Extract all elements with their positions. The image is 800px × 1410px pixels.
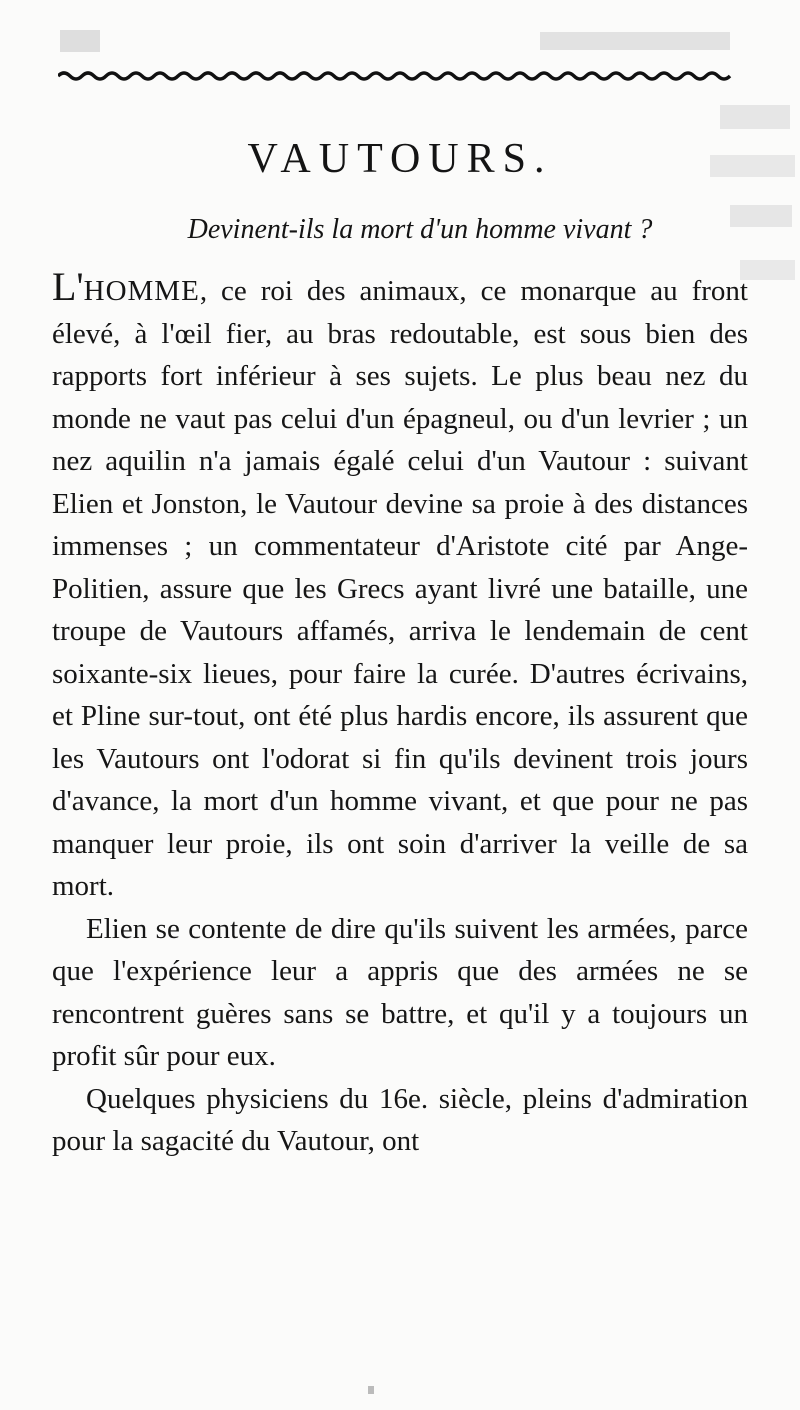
section-title: VAUTOURS. [247,136,553,182]
printer-mark [368,1386,374,1394]
ornamental-rule [58,68,736,82]
paragraph: Quelques physiciens du 16e. siècle, pleins d'admiration pour la sagacité du Vautour, ont [52,1082,748,1157]
opening-initial: L' [52,264,84,309]
paragraph-text: , ce roi des animaux, ce monarque au front élevé, à l'œil fier, au bras redoutable, est sous bien des rapports fort inférieur à ses sujets. Le plus beau nez du monde ne vaut pas celui d'un épagneul, ou d'un levrier ; un nez aquilin n'a jamais égalé celui d'un Vautour : suivant Elien et Jonston, le Vautour devine sa proie à des distances immenses ; un commentateur d'Aristote cité par Ange-Politien, assure que les Grecs ayant livré une bataille, une troupe de Vautours affamés, arriva le lendemain de cent soixante-six lieues, pour faire la curée. D'autres écrivains, et Pline sur-tout, ont été plus hardis encore, ils assurent que les Vautours ont l'odorat si fin qu'ils devinent trois jours d'avance, la mort d'un homme vivant, et que pour ne pas manquer leur proie, ils ont soin d'arriver la veille de sa mort. [52,275,748,902]
show-through-texture [60,22,740,71]
paragraph: Elien se contente de dire qu'ils suivent les armées, parce que l'expérience leur a appris que des armées ne se rencontrent guères sans se battre, et qu'il y a toujours un profit sûr pour eux. [52,912,748,1072]
opening-smallcaps: HOMME [83,275,200,307]
body-text [52,264,748,1163]
paragraph [52,264,748,908]
section-subtitle: Devinent-ils la mort d'un homme vivant ? [187,214,653,245]
